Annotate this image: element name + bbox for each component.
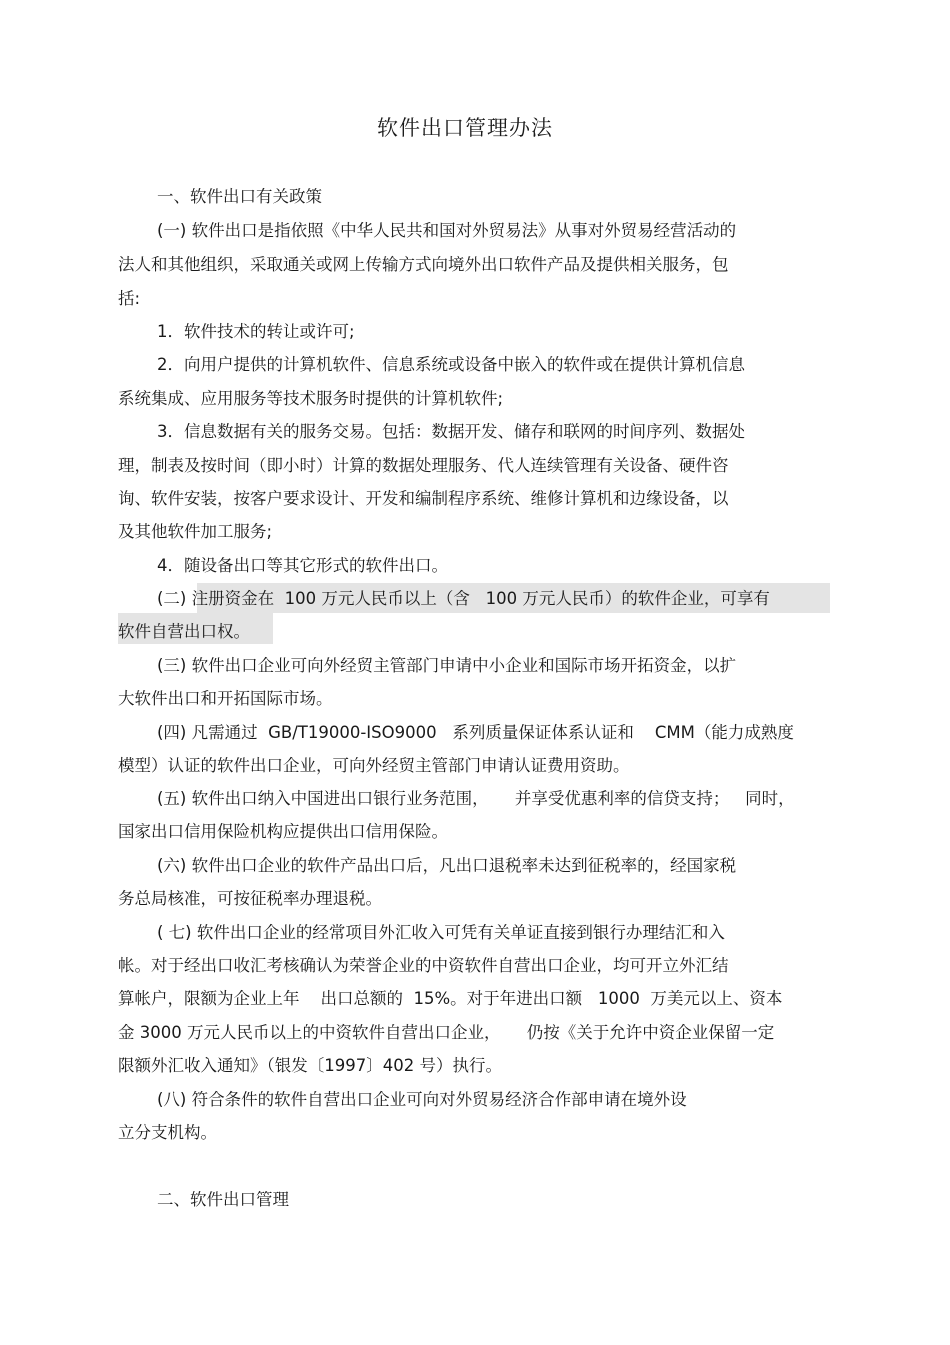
text-line: 询、软件安装，按客户要求设计、开发和编制程序系统、维修计算机和边缘设备，以	[118, 489, 729, 508]
text-line: 帐。对于经出口收汇考核确认为荣誉企业的中资软件自营出口企业，均可开立外汇结	[118, 956, 729, 975]
section-heading-2: 二、软件出口管理	[157, 1190, 289, 1209]
text-line: (三) 软件出口企业可向外经贸主管部门申请中小企业和国际市场开拓资金，以扩	[157, 656, 737, 675]
text-line: (一) 软件出口是指依照《中华人民共和国对外贸易法》从事对外贸易经营活动的	[157, 221, 737, 240]
text-line: (二) 注册资金在 100 万元人民币以上（含 100 万元人民币）的软件企业，可享有	[157, 589, 770, 608]
text-line: 限额外汇收入通知》（银发〔1997〕402 号）执行。	[118, 1056, 502, 1075]
text-line: (六) 软件出口企业的软件产品出口后，凡出口退税率未达到征税率的，经国家税	[157, 856, 737, 875]
text-line: 模型）认证的软件出口企业，可向外经贸主管部门申请认证费用资助。	[118, 756, 630, 775]
text-line: 算帐户，限额为企业上年 出口总额的 15%。对于年进出口额 1000 万美元以上、资本	[118, 989, 783, 1008]
text-line: (五) 软件出口纳入中国进出口银行业务范围， 并享受优惠利率的信贷支持； 同时，	[157, 789, 795, 808]
text-line: (八) 符合条件的软件自营出口企业可向对外贸易经济合作部申请在境外设	[157, 1090, 687, 1109]
text-line: 理，制表及按时间（即小时）计算的数据处理服务、代人连续管理有关设备、硬件咨	[118, 456, 729, 475]
text-line: 国家出口信用保险机构应提供出口信用保险。	[118, 822, 448, 841]
text-line: 务总局核准，可按征税率办理退税。	[118, 889, 382, 908]
text-line: ( 七) 软件出口企业的经常项目外汇收入可凭有关单证直接到银行办理结汇和入	[157, 923, 725, 942]
text-line: 法人和其他组织，采取通关或网上传输方式向境外出口软件产品及提供相关服务，包	[118, 255, 729, 274]
text-line: 软件自营出口权。	[118, 622, 250, 641]
text-line: 立分支机构。	[118, 1123, 217, 1142]
text-line: 金 3000 万元人民币以上的中资软件自营出口企业， 仍按《关于允许中资企业保留一定	[118, 1023, 775, 1042]
text-line: (四) 凡需通过 GB/T19000-ISO9000 系列质量保证体系认证和 CMM（能力成熟度	[157, 723, 794, 742]
text-line: 1．软件技术的转让或许可;	[157, 322, 355, 341]
text-line: 及其他软件加工服务;	[118, 522, 273, 541]
text-line: 大软件出口和开拓国际市场。	[118, 689, 333, 708]
document-title: 软件出口管理办法	[377, 116, 553, 140]
section-heading-1: 一、软件出口有关政策	[157, 187, 322, 206]
text-line: 4．随设备出口等其它形式的软件出口。	[157, 556, 448, 575]
text-line: 系统集成、应用服务等技术服务时提供的计算机软件;	[118, 389, 504, 408]
text-line: 3．信息数据有关的服务交易。包括：数据开发、储存和联网的时间序列、数据处	[157, 422, 745, 441]
text-line: 2．向用户提供的计算机软件、信息系统或设备中嵌入的软件或在提供计算机信息	[157, 355, 745, 374]
text-line: 括:	[118, 289, 141, 308]
